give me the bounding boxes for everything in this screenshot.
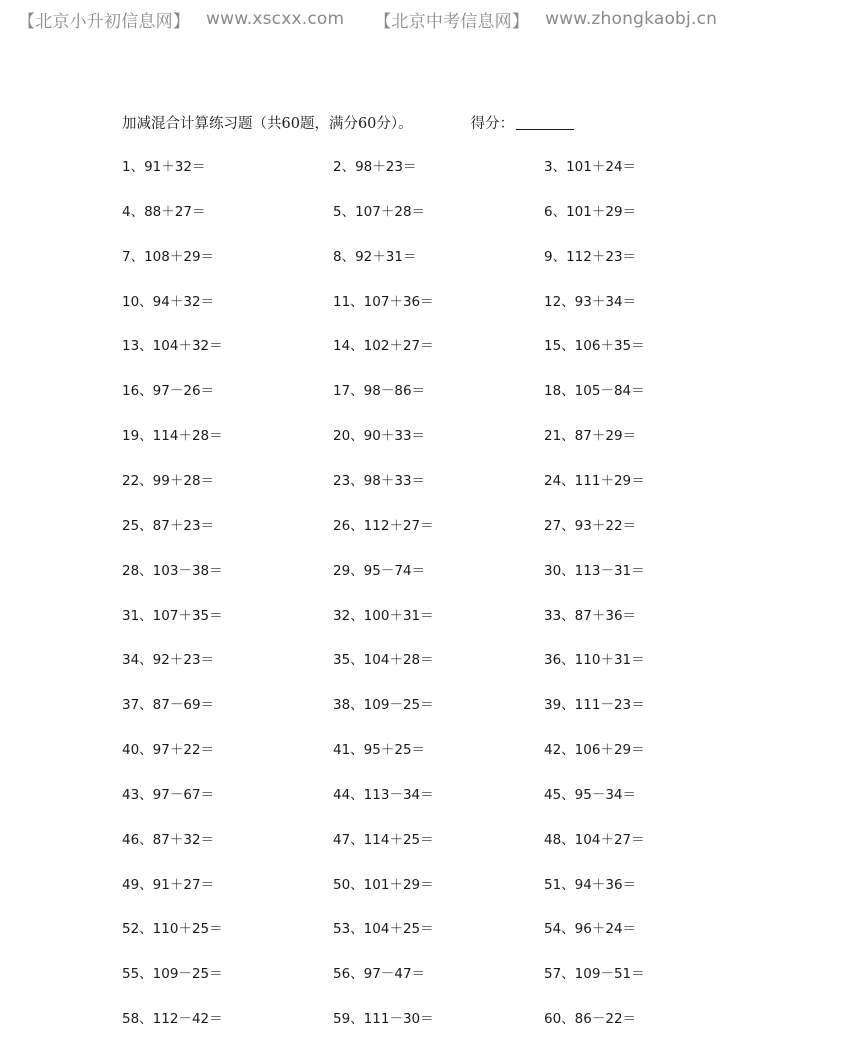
problem-item: 26、112＋27＝ <box>333 517 434 534</box>
problem-item: 14、102＋27＝ <box>333 338 434 355</box>
problem-item: 20、90＋33＝ <box>333 428 426 445</box>
problem-item: 54、96＋24＝ <box>544 921 637 938</box>
site1-url-link[interactable]: www.xscxx.com <box>206 9 345 29</box>
problem-item: 2、98＋23＝ <box>333 159 417 175</box>
problem-item: 13、104＋32＝ <box>122 338 223 355</box>
problem-item: 33、87＋36＝ <box>544 607 637 624</box>
problem-item: 4、88＋27＝ <box>122 203 206 220</box>
problem-item: 53、104＋25＝ <box>333 921 434 938</box>
problem-item: 17、98－86＝ <box>333 383 426 400</box>
problem-item: 52、110＋25＝ <box>122 921 223 938</box>
problem-item: 50、101＋29＝ <box>333 876 434 893</box>
problem-item: 57、109－51＝ <box>544 966 645 983</box>
problem-item: 18、105－84＝ <box>544 383 645 400</box>
problem-item: 3、101＋24＝ <box>544 159 637 175</box>
problem-item: 30、113－31＝ <box>544 562 645 579</box>
site1-name: 【北京小升初信息网】 <box>18 11 190 32</box>
problem-item: 40、97＋22＝ <box>122 742 215 759</box>
problem-item: 31、107＋35＝ <box>122 607 223 624</box>
score-label: 得分： <box>470 115 515 132</box>
problem-item: 36、110＋31＝ <box>544 652 645 669</box>
problem-item: 12、93＋34＝ <box>544 293 637 310</box>
worksheet-title-row <box>122 110 574 134</box>
problem-item: 10、94＋32＝ <box>122 293 215 310</box>
problem-item: 32、100＋31＝ <box>333 607 434 624</box>
problem-item: 60、86－22＝ <box>544 1011 637 1028</box>
problem-item: 48、104＋27＝ <box>544 831 645 848</box>
worksheet-title: 加减混合计算练习题（共60题，满分60分）。 <box>122 115 413 132</box>
problem-item: 51、94＋36＝ <box>544 876 637 893</box>
problem-item: 46、87＋32＝ <box>122 831 215 848</box>
problem-item: 22、99＋28＝ <box>122 472 215 489</box>
problem-item: 28、103－38＝ <box>122 562 223 579</box>
problem-item: 47、114＋25＝ <box>333 831 434 848</box>
score-blank <box>516 114 574 130</box>
problem-item: 56、97－47＝ <box>333 966 426 983</box>
site-header <box>18 6 717 32</box>
site2-url-link[interactable]: www.zhongkaobj.cn <box>545 9 718 29</box>
problem-item: 8、92＋31＝ <box>333 248 417 265</box>
problem-item: 55、109－25＝ <box>122 966 223 983</box>
problem-item: 21、87＋29＝ <box>544 428 637 445</box>
problem-item: 5、107＋28＝ <box>333 203 426 220</box>
problem-item: 15、106＋35＝ <box>544 338 645 355</box>
problem-item: 23、98＋33＝ <box>333 472 426 489</box>
problem-item: 44、113－34＝ <box>333 786 434 803</box>
problem-item: 42、106＋29＝ <box>544 742 645 759</box>
problem-item: 45、95－34＝ <box>544 786 637 803</box>
problem-item: 7、108＋29＝ <box>122 248 215 265</box>
problem-item: 6、101＋29＝ <box>544 203 637 220</box>
problem-item: 11、107＋36＝ <box>333 293 434 310</box>
problem-item: 59、111－30＝ <box>333 1011 434 1028</box>
problem-item: 39、111－23＝ <box>544 697 645 714</box>
problem-item: 1、91＋32＝ <box>122 159 206 175</box>
problem-item: 34、92＋23＝ <box>122 652 215 669</box>
problem-item: 49、91＋27＝ <box>122 876 215 893</box>
problem-item: 38、109－25＝ <box>333 697 434 714</box>
problem-item: 19、114＋28＝ <box>122 428 223 445</box>
site2-name: 【北京中考信息网】 <box>374 11 530 32</box>
problem-item: 29、95－74＝ <box>333 562 426 579</box>
problem-item: 41、95＋25＝ <box>333 742 426 759</box>
problem-item: 25、87＋23＝ <box>122 517 215 534</box>
problem-item: 37、87－69＝ <box>122 697 215 714</box>
problem-item: 24、111＋29＝ <box>544 472 645 489</box>
problem-item: 58、112－42＝ <box>122 1011 223 1028</box>
problem-item: 9、112＋23＝ <box>544 248 637 265</box>
problem-item: 16、97－26＝ <box>122 383 215 400</box>
problem-item: 35、104＋28＝ <box>333 652 434 669</box>
problem-item: 27、93＋22＝ <box>544 517 637 534</box>
problem-item: 43、97－67＝ <box>122 786 215 803</box>
